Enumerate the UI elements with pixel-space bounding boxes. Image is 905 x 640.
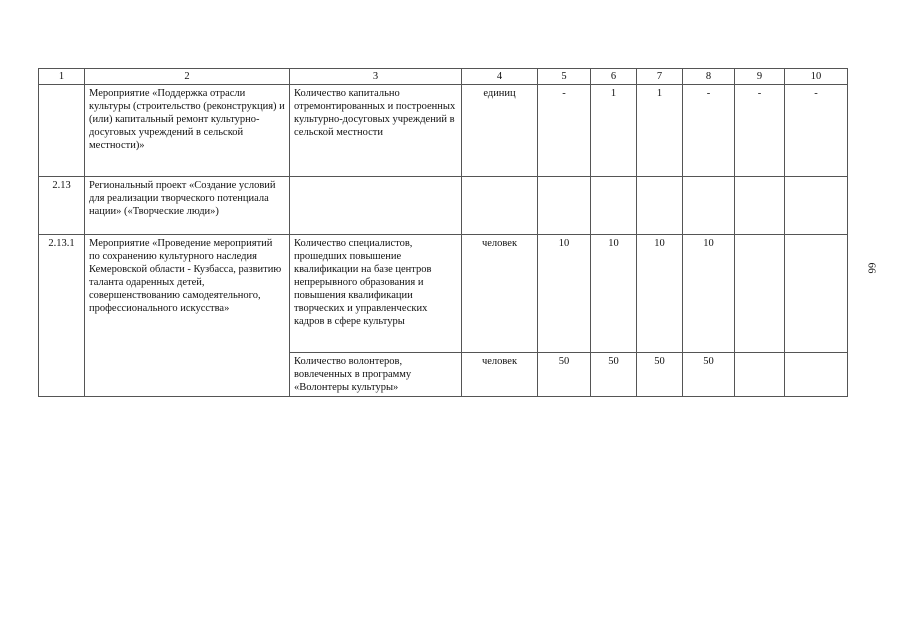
unit: человек <box>462 235 538 353</box>
value-8: - <box>683 85 735 177</box>
indicator-name: Количество капитально отремонтированных и построенных культурно-досуговых учреждений в сельской местности <box>290 85 462 177</box>
page-number: 66 <box>865 262 878 274</box>
indicator-name: Количество волонтеров, вовлеченных в программу «Волонтеры культуры» <box>290 353 462 397</box>
value-5: 50 <box>538 353 591 397</box>
value-8: 50 <box>683 353 735 397</box>
header-cell: 1 <box>39 69 85 85</box>
value-10: - <box>785 85 848 177</box>
value-7: 10 <box>637 235 683 353</box>
project-name: Региональный проект «Создание условий для реализации творческого потенциала нации» («Творческие люди») <box>85 177 290 235</box>
header-cell: 7 <box>637 69 683 85</box>
row-number <box>39 85 85 177</box>
event-name: Мероприятие «Проведение мероприятий по сохранению культурного наследия Кемеровской области - Кузбасса, развитию таланта одаренных детей, совершенствованию самодеятельного, профессионального искусства» <box>85 235 290 397</box>
header-cell: 10 <box>785 69 848 85</box>
header-cell: 3 <box>290 69 462 85</box>
header-cell: 6 <box>591 69 637 85</box>
header-cell: 9 <box>735 69 785 85</box>
header-cell: 8 <box>683 69 735 85</box>
value-9: - <box>735 85 785 177</box>
header-cell: 5 <box>538 69 591 85</box>
table-row <box>39 85 848 177</box>
value-7: 1 <box>637 85 683 177</box>
value-5: - <box>538 85 591 177</box>
value-10 <box>785 235 848 353</box>
value-6: 10 <box>591 235 637 353</box>
row-number: 2.13.1 <box>39 235 85 397</box>
indicators-table <box>38 68 848 397</box>
header-cell: 2 <box>85 69 290 85</box>
indicator-name: Количество специалистов, прошедших повышение квалификации на базе центров непрерывного образования и повышения квалификации творческих и управленческих кадров в сфере культуры <box>290 235 462 353</box>
value-8: 10 <box>683 235 735 353</box>
header-cell: 4 <box>462 69 538 85</box>
value-5: 10 <box>538 235 591 353</box>
row-number: 2.13 <box>39 177 85 235</box>
value-10 <box>785 353 848 397</box>
value-6: 50 <box>591 353 637 397</box>
unit: человек <box>462 353 538 397</box>
value-7: 50 <box>637 353 683 397</box>
table-row <box>39 177 848 235</box>
value-9 <box>735 353 785 397</box>
value-9 <box>735 235 785 353</box>
unit: единиц <box>462 85 538 177</box>
table-row <box>39 235 848 353</box>
table-header-row <box>39 69 848 85</box>
value-6: 1 <box>591 85 637 177</box>
event-name: Мероприятие «Поддержка отрасли культуры (строительство (реконструкция) и (или) капитальный ремонт культурно-досуговых учреждений в сельской местности)» <box>85 85 290 177</box>
